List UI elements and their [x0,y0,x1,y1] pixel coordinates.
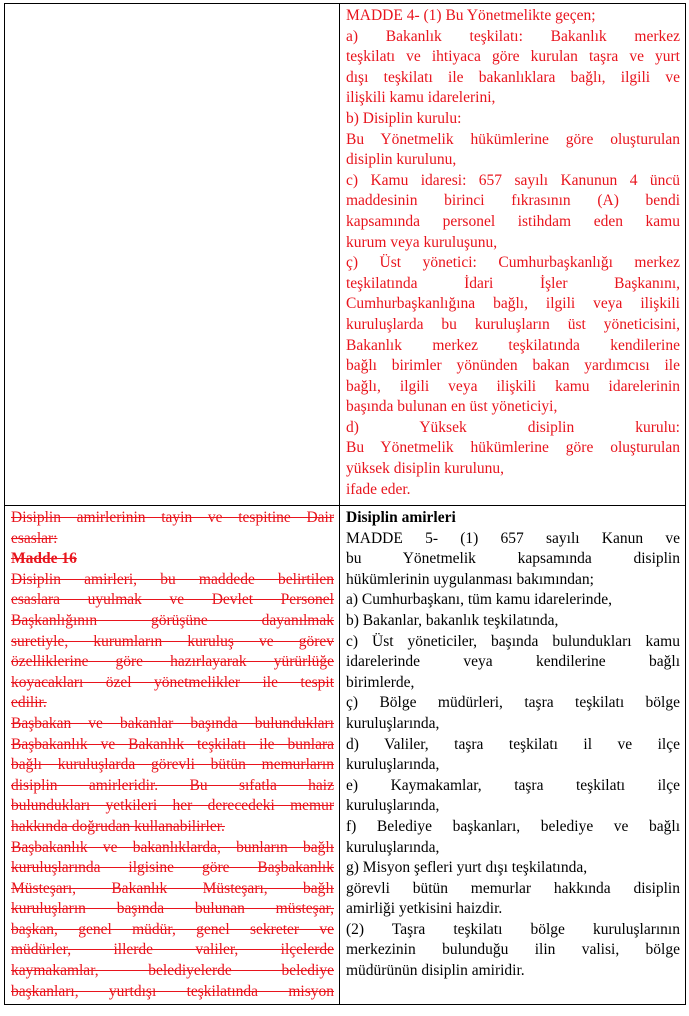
old-text-cell-madde-16 [5,506,340,1005]
text-line: teşkilatında İdari İşler Başkanını, [346,274,680,292]
text-line: kuruluşlarında, [346,714,440,732]
text-line: Disiplin amirlerinin tayin ve tespitine Dair [11,509,334,526]
text-line: maddesinin birinci fıkrasının (A) bendi [346,192,680,210]
text-line: müdürler, illerde valiler, ilçelerde [11,941,334,959]
text-line: bağlı, ilgili veya ilişkili kamu idarelerinin [346,377,680,395]
text-line: a) Bakanlık teşkilatı: Bakanlık merkez [346,27,680,45]
text-line: hakkında doğrudan kullanabilirler. [11,817,225,835]
text-line: ifade eder. [346,480,411,498]
text-line: (2) Taşra teşkilatı bölge kuruluşlarının [346,920,680,938]
old-text-cell-empty [5,4,340,506]
text-line: e) Kaymakamlar, taşra teşkilatı ilçe [346,776,680,794]
new-text-cell-madde-5 [340,506,686,1005]
text-line: MADDE 4- (1) Bu Yönetmelikte geçen; [346,7,596,24]
text-line: amirliği yetkisini haizdir. [346,900,503,918]
text-line: bulundukları yetkileri her derecedeki memur [11,797,334,815]
text-line: bağlı birimler yönünden bakan yardımcısı ile [346,357,680,375]
text-line: Bu Yönetmelik hükümlerine göre oluşturulan [346,439,680,457]
text-line: başında bulunan en üst yöneticiyi, [346,398,558,416]
text-line: Bu Yönetmelik hükümlerine göre oluşturulan [346,130,680,148]
madde-4-text [346,6,680,500]
text-line: suretiyle, kurumların kuruluş ve görev [11,632,334,650]
text-line: yüksek disiplin kurulunu, [346,460,505,478]
madde-16-deleted-text [11,508,334,1002]
text-line: kuruluşların başında bulunan müsteşar, [11,900,334,918]
text-line: ç) Üst yönetici: Cumhurbaşkanlığı merkez [346,254,680,272]
text-line: Başkanlığının görüşüne dayanılmak [11,611,334,629]
text-line: koyacakları özel yönetmelikler ile tespit [11,673,334,691]
madde-5-text [346,508,680,982]
text-line: dışı teşkilatı ile bakanlıklara bağlı, ilgili ve [346,68,680,86]
text-line: merkezinin bulunduğu ilin valisi, bölge [346,941,680,959]
text-line: Cumhurbaşkanlığına bağlı, ilgili veya ilişkili [346,295,680,313]
text-line: disiplin amirleridir. Bu sıfatla haiz [11,776,334,794]
text-line: b) Disiplin kurulu: [346,109,462,127]
text-line: edilir. [11,694,47,712]
text-line: b) Bakanlar, bakanlık teşkilatında, [346,611,559,629]
text-line: Disiplin amirleri, bu maddede belirtilen [11,570,334,588]
comparison-page [4,3,685,1004]
text-line: kaymakamlar, belediyelerde belediye [11,962,334,980]
text-line: d) Valiler, taşra teşkilatı il ve ilçe [346,735,680,753]
text-line: teşkilatı ve ihtiyaca göre kurulan taşra ve yurt [346,48,680,66]
text-line: hükümlerinin uygulanması bakımından; [346,570,594,588]
text-line: esaslar: [11,529,58,547]
text-line: Başbakanlık ve bakanlıklarda, bunların bağlı [11,838,334,856]
text-line: bu Yönetmelik kapsamında disiplin [346,550,680,568]
text-line: f) Belediye başkanları, belediye ve bağlı [346,817,680,835]
text-line: g) Misyon şefleri yurt dışı teşkilatında, [346,859,588,877]
text-line: Disiplin amirleri [346,509,456,526]
text-line: esaslara uyulmak ve Devlet Personel [11,591,334,609]
text-line: kuruluşlarında, [346,797,440,815]
text-line: başkan, genel müdür, genel sekreter ve [11,920,334,938]
table-row-madde-4 [5,4,686,506]
text-line: Başbakan ve bakanlar başında bulundukları [11,714,334,732]
text-line: idarelerinde veya kendilerine bağlı [346,653,680,671]
text-line: kuruluşlarda bu kuruluşların üst yöneticisini, [346,315,680,333]
new-text-cell-madde-4 [340,4,686,506]
text-line: c) Üst yöneticiler, başında bulundukları kamu [346,632,680,650]
text-line: MADDE 5- (1) 657 sayılı Kanun ve [346,529,680,547]
text-line: kapsamında personel istihdam eden kamu [346,212,680,230]
table-row-madde-5 [5,506,686,1005]
text-line: Başbakanlık ve Bakanlık teşkilatı ile bunlara [11,735,334,753]
text-line: Müsteşarı, Bakanlık Müsteşarı, bağlı [11,879,334,897]
text-line: disiplin kurulunu, [346,151,457,169]
text-line: a) Cumhurbaşkanı, tüm kamu idarelerinde, [346,591,613,609]
text-line: Madde 16 [11,550,77,568]
text-line: d) Yüksek disiplin kurulu: [346,418,680,436]
text-line: kuruluşlarında ilgisine göre Başbakanlık [11,859,334,877]
text-line: kuruluşlarında, [346,838,440,856]
text-line: kuruluşlarında, [346,756,440,774]
text-line: Bakanlık merkez teşkilatında kendilerine [346,336,680,354]
text-line: başkanları, yurtdışı teşkilatında misyon [11,982,334,1000]
text-line: birimlerde, [346,673,415,691]
text-line: müdürünün disiplin amiridir. [346,962,525,980]
text-line: kurum veya kuruluşunu, [346,233,498,251]
text-line: bağlı kuruluşlarda görevli bütün memurların [11,756,334,774]
text-line: c) Kamu idaresi: 657 sayılı Kanunun 4 üncü [346,171,680,189]
text-line: ç) Bölge müdürleri, taşra teşkilatı bölge [346,694,680,712]
text-line: görevli bütün memurlar hakkında disiplin [346,879,680,897]
text-line: özelliklerine göre hazırlayarak yürürlüğe [11,653,334,671]
comparison-table [4,3,686,1005]
text-line: ilişkili kamu idarelerini, [346,89,496,107]
